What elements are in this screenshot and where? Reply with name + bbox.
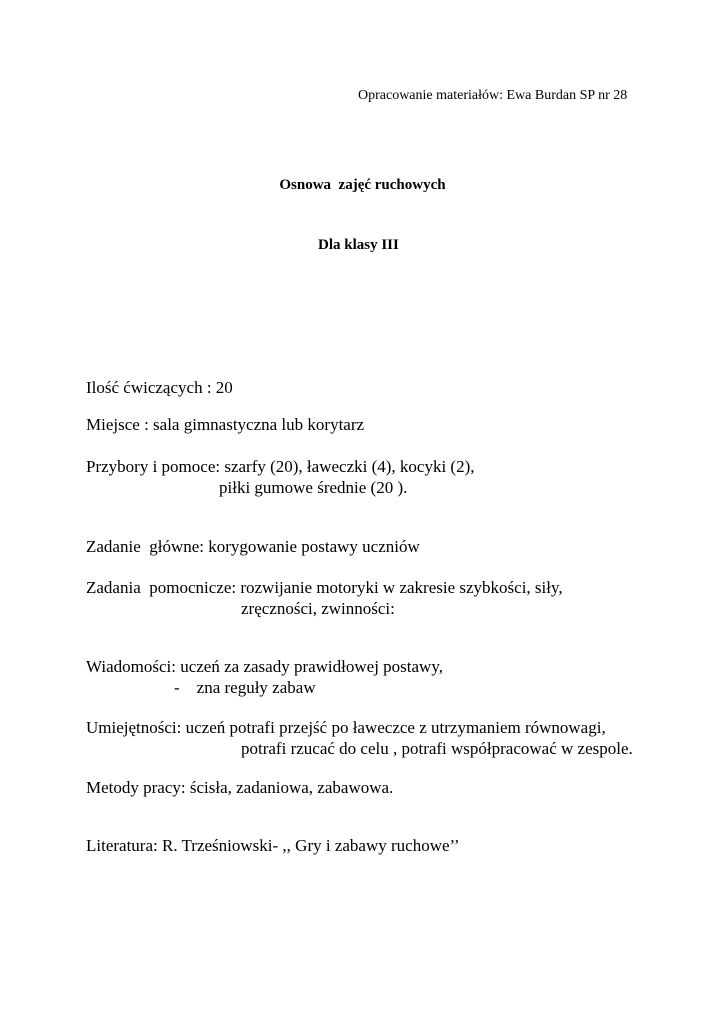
knowledge-line: Wiadomości: uczeń za zasady prawidłowej postawy, xyxy=(86,657,443,676)
skills-line: Umiejętności: uczeń potrafi przejść po ławeczce z utrzymaniem równowagi, xyxy=(86,718,606,737)
skills-line-continued: potrafi rzucać do celu , potrafi współpracować w zespole. xyxy=(241,739,633,758)
class-subtitle: Dla klasy III xyxy=(318,237,399,253)
auxiliary-tasks-line-continued: zręczności, zwinności: xyxy=(241,599,395,618)
place-line: Miejsce : sala gimnastyczna lub korytarz xyxy=(86,415,365,434)
author-credit: Opracowanie materiałów: Ewa Burdan SP nr 28 xyxy=(358,88,628,103)
document-title: Osnowa zajęć ruchowych xyxy=(279,177,446,193)
main-task-line: Zadanie główne: korygowanie postawy uczniów xyxy=(86,537,420,556)
literature-line: Literatura: R. Trześniowski- ,, Gry i zabawy ruchowe’’ xyxy=(86,836,460,855)
auxiliary-tasks-line: Zadania pomocnicze: rozwijanie motoryki w zakresie szybkości, siły, xyxy=(86,578,563,597)
participants-count: Ilość ćwiczących : 20 xyxy=(86,378,233,397)
equipment-line-continued: piłki gumowe średnie (20 ). xyxy=(219,478,408,497)
knowledge-line-continued: - zna reguły zabaw xyxy=(174,678,316,697)
equipment-line: Przybory i pomoce: szarfy (20), ławeczki (4), kocyki (2), xyxy=(86,457,475,476)
methods-line: Metody pracy: ścisła, zadaniowa, zabawowa. xyxy=(86,778,394,797)
